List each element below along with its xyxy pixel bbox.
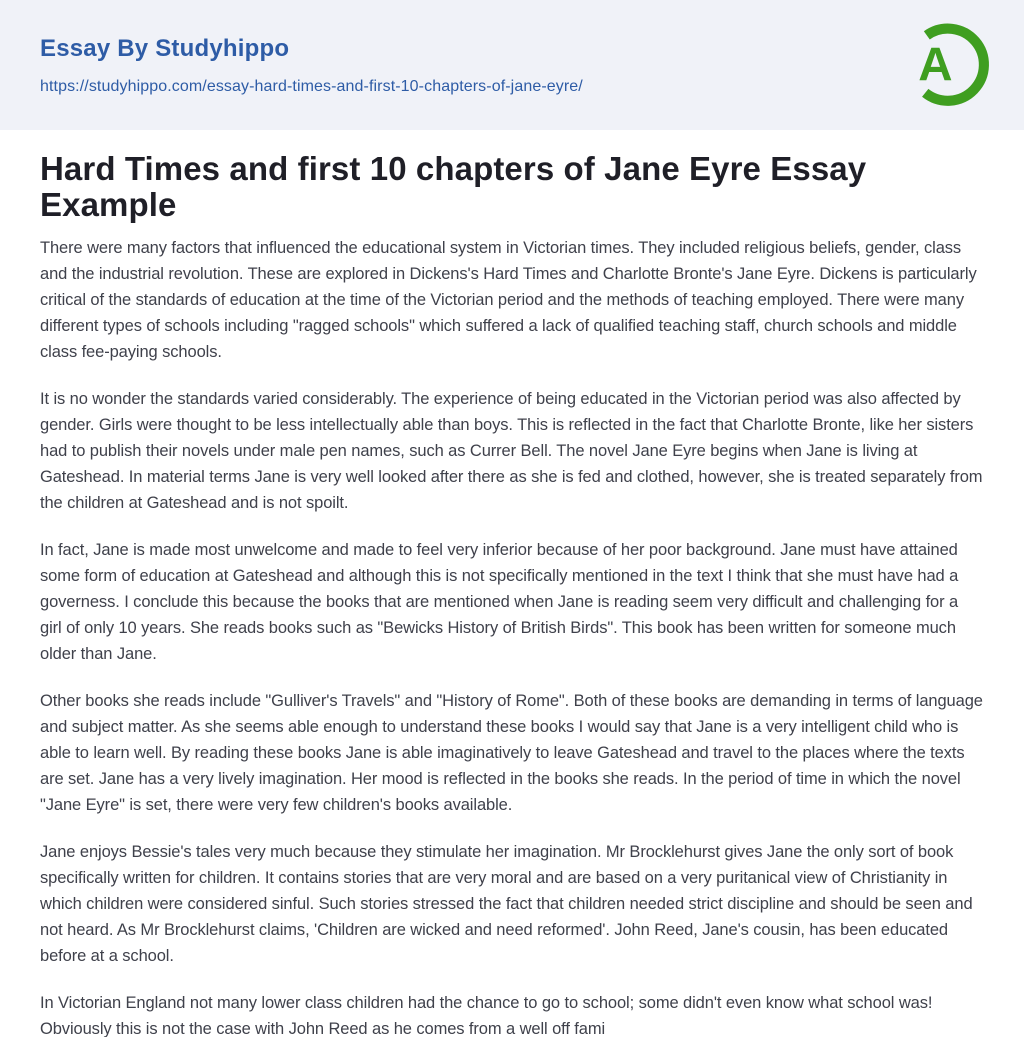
studyhippo-logo <box>902 21 990 109</box>
essay-content <box>0 130 1024 1037</box>
site-header <box>0 0 1024 130</box>
logo-letter-a: A <box>918 38 953 92</box>
essay-body <box>40 235 984 1037</box>
essay-title: Hard Times and first 10 chapters of Jane Eyre Essay Example <box>40 150 867 223</box>
essay-paragraph: Jane enjoys Bessie's tales very much because they stimulate her imagination. Mr Brocklehurst gives Jane the only sort of book specifically written for children. It contains stories that are very moral and are based on a very puritanical view of Christianity in which children were considered sinful. Such stories stressed the fact that children needed strict discipline and should be seen and not heard. As Mr Brocklehurst claims, 'Children are wicked and need reformed'. John Reed, Jane's cousin, has been educated before at a school. <box>40 843 973 966</box>
site-title: Essay By Studyhippo <box>40 34 290 62</box>
essay-paragraph: In Victorian England not many lower class children had the chance to go to school; some didn't even know what school was! Obviously this is not the case with John Reed as he comes from a well off fami <box>40 994 933 1037</box>
header-text-block <box>40 35 583 96</box>
essay-paragraph: There were many factors that influenced the educational system in Victorian times. They included religious beliefs, gender, class and the industrial revolution. These are explored in Dickens's Hard Times and Charlotte Bronte's Jane Eyre. Dickens is particularly critical of the standards of education at the time of the Victorian period and the methods of teaching employed. There were many different types of schools including "ragged schools" which suffered a lack of qualified teaching staff, church schools and middle class fee-paying schools. <box>40 239 977 362</box>
studyhippo-logo-icon <box>902 21 990 109</box>
essay-url-link[interactable]: https://studyhippo.com/essay-hard-times-and-first-10-chapters-of-jane-eyre/ <box>40 77 583 95</box>
essay-paragraph: Other books she reads include "Gulliver's Travels" and "History of Rome". Both of these books are demanding in terms of language and subject matter. As she seems able enough to understand these books I would say that Jane is a very intelligent child who is able to learn well. By reading these books Jane is able imaginatively to leave Gateshead and travel to the places where the texts are set. Jane has a very lively imagination. Her mood is reflected in the books she reads. In the period of time in which the novel "Jane Eyre" is set, there were very few children's books available. <box>40 692 983 815</box>
essay-paragraph: In fact, Jane is made most unwelcome and made to feel very inferior because of her poor background. Jane must have attained some form of education at Gateshead and although this is not specifically mentioned in the text I think that she must have had a governess. I conclude this because the books that are mentioned when Jane is reading seem very difficult and challenging for a girl of only 10 years. She reads books such as "Bewicks History of British Birds". This book has been written for someone much older than Jane. <box>40 541 959 664</box>
essay-paragraph: It is no wonder the standards varied considerably. The experience of being educated in the Victorian period was also affected by gender. Girls were thought to be less intellectually able than boys. This is reflected in the fact that Charlotte Bronte, like her sisters had to publish their novels under male pen names, such as Currer Bell. The novel Jane Eyre begins when Jane is living at Gateshead. In material terms Jane is very well looked after there as she is fed and clothed, however, she is treated separately from the children at Gateshead and is not spoilt. <box>40 390 983 513</box>
